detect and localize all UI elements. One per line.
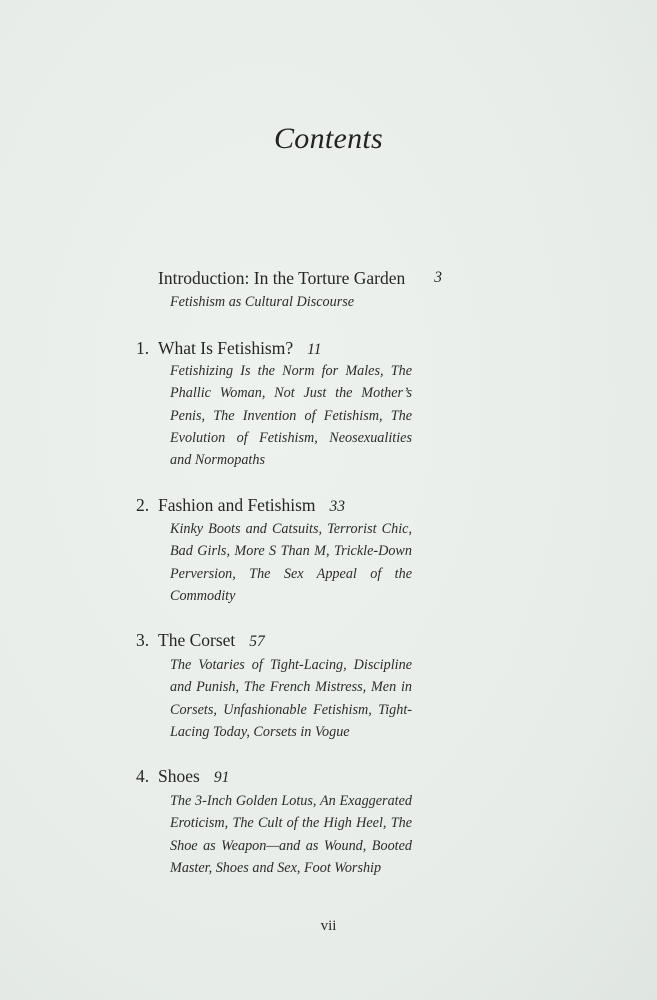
toc-subtitle: Fetishism as Cultural Discourse xyxy=(170,294,355,310)
page-title: Contents xyxy=(273,122,384,155)
toc-entry-label: Introduction: In the Torture Garden xyxy=(158,268,406,288)
toc-entry-label: What Is Fetishism? xyxy=(158,338,294,358)
toc-entry-label: Fashion and Fetishism xyxy=(158,495,316,515)
toc-entry-chapter-2 xyxy=(136,495,346,516)
toc-entry-chapter-1 xyxy=(136,338,322,359)
toc-entry-label: Shoes xyxy=(158,766,200,786)
toc-sections-chapter-1: Fetishizing Is the Norm for Males, The Phallic Woman, Not Just the Mother’s Penis, The Invention of Fetishism, The Evolution of Fetishism, Neosexualities and Normopaths xyxy=(170,363,412,469)
toc-sections-chapter-3: The Votaries of Tight-Lacing, Discipline and Punish, The French Mistress, Men in Corsets, Unfashionable Fetishism, Tight-Lacing Today, Corsets in Vogue xyxy=(170,657,412,740)
chapter-number: 3. xyxy=(136,630,150,650)
chapter-number: 4. xyxy=(136,766,150,786)
toc-page-number: 33 xyxy=(329,498,346,515)
toc-entry-chapter-4 xyxy=(136,766,230,787)
toc-entry-introduction xyxy=(158,268,442,289)
toc-sections-chapter-2: Kinky Boots and Catsuits, Terrorist Chic, Bad Girls, More S Than M, Trickle-Down Perversion, The Sex Appeal of the Commodity xyxy=(170,521,412,604)
toc-page-number: 91 xyxy=(213,769,230,786)
toc-entry-label: The Corset xyxy=(158,630,236,650)
toc-page-number: 11 xyxy=(307,341,322,358)
toc-entry-chapter-3 xyxy=(136,630,265,651)
toc-page-number: 3 xyxy=(434,269,442,286)
toc-page-number: 57 xyxy=(249,633,265,650)
page-folio: vii xyxy=(320,918,337,934)
chapter-number: 2. xyxy=(136,495,150,515)
toc-sections-chapter-4: The 3-Inch Golden Lotus, An Exaggerated Eroticism, The Cult of the High Heel, The Shoe as Weapon—and as Wound, Booted Master, Shoes and Sex, Foot Worship xyxy=(170,793,412,876)
chapter-number: 1. xyxy=(136,338,150,358)
